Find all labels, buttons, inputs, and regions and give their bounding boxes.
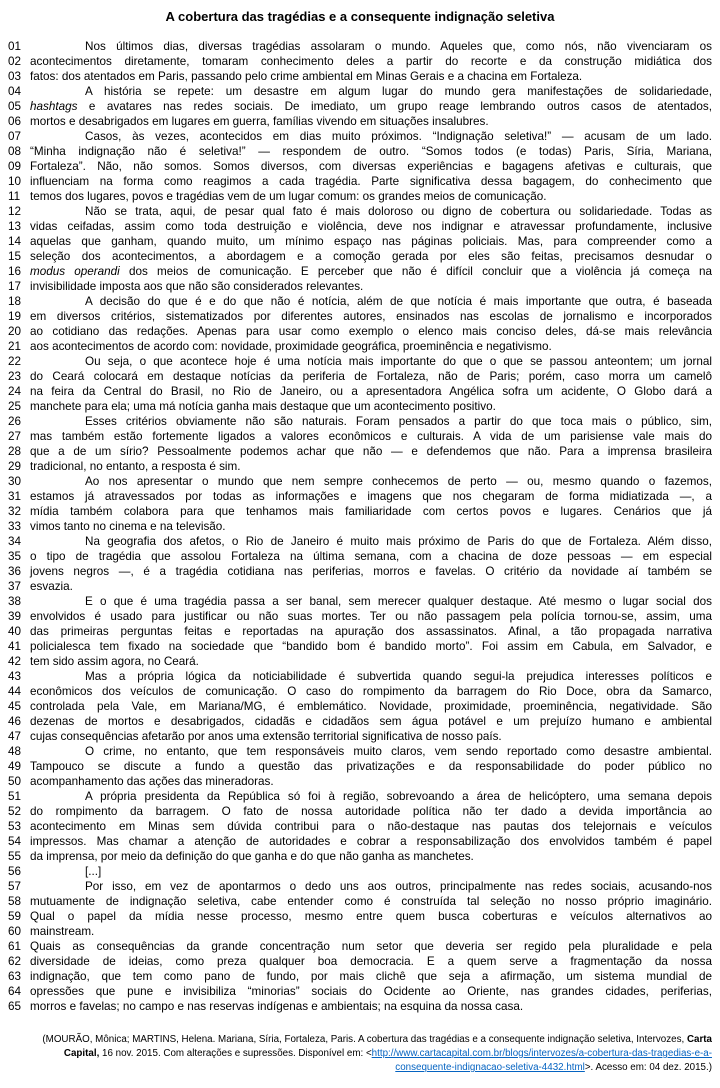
line-text bbox=[30, 879, 712, 894]
text-segment: Na geografia dos afetos, o Rio de Janeiro é muito mais próximo de Paris do que de Fortaleza. Além disso, bbox=[85, 535, 712, 548]
text-line bbox=[8, 564, 712, 579]
line-number: 14 bbox=[8, 235, 22, 248]
text-segment: acontecimento em Minas sem dúvida contribui para o não-destaque nas pautas dos telejornais e veículos bbox=[30, 820, 712, 833]
text-line bbox=[8, 864, 712, 879]
text-segment: aquelas que ganham, quando muito, um mínimo espaço nas páginas policiais. Mas, para compreender como a bbox=[30, 235, 712, 248]
text-line bbox=[8, 639, 712, 654]
line-text bbox=[30, 759, 712, 774]
line-number: 56 bbox=[8, 865, 22, 878]
text-segment: Casos, às vezes, acontecidos em dias muito próximos. “Indignação seletiva!” — acusam de um lado. bbox=[85, 130, 712, 143]
text-line bbox=[8, 489, 712, 504]
line-text bbox=[30, 624, 712, 639]
line-number: 05 bbox=[8, 100, 22, 113]
text-line bbox=[8, 879, 712, 894]
line-number: 17 bbox=[8, 280, 22, 293]
line-text bbox=[30, 909, 712, 924]
line-number: 20 bbox=[8, 325, 22, 338]
line-number: 54 bbox=[8, 835, 22, 848]
text-line bbox=[8, 84, 712, 99]
line-text bbox=[30, 564, 712, 579]
line-text bbox=[30, 354, 712, 369]
text-segment: A história se repete: um desastre em algum lugar do mundo gera manifestações de solidariedade, bbox=[85, 85, 712, 98]
text-segment: invisibilidade imposta aos que não são considerados relevantes. bbox=[30, 280, 364, 293]
text-segment: dezenas de mortos e desabrigados, cidadãs e cidadãos sem água potável e um prejuízo humano e ambiental bbox=[30, 715, 712, 728]
line-number: 16 bbox=[8, 265, 22, 278]
line-text bbox=[30, 594, 712, 609]
line-text bbox=[30, 459, 712, 474]
line-number: 38 bbox=[8, 595, 22, 608]
text-segment: Mas a própria lógica da noticiabilidade é subvertida quando segui-la prejudica interesses políticos e bbox=[85, 670, 712, 683]
text-segment: acontecimentos diretamente, tomaram conhecimento deles a partir do recorte e da construção midiática dos bbox=[30, 55, 712, 68]
text-segment: dos meios de comunicação. E perceber que não é difícil concluir que a violência já começa na bbox=[119, 265, 712, 278]
line-number: 50 bbox=[8, 775, 22, 788]
text-line bbox=[8, 459, 712, 474]
line-number: 27 bbox=[8, 430, 22, 443]
line-text bbox=[30, 894, 712, 909]
line-text bbox=[30, 339, 712, 354]
text-line bbox=[8, 954, 712, 969]
text-line bbox=[8, 294, 712, 309]
text-segment: Não se trata, aqui, de pesar qual fato é mais doloroso ou digno de cobertura ou solidariedade. Todas as bbox=[85, 205, 712, 218]
line-number: 48 bbox=[8, 745, 22, 758]
line-text bbox=[30, 249, 712, 264]
text-segment: E o que é uma tragédia passa a ser banal, sem merecer qualquer destaque. Até mesmo o lugar social dos bbox=[85, 595, 712, 608]
text-segment: diversidade de ideias, como preza qualquer boa democracia. E a quem serve a fragmentação da nossa bbox=[30, 955, 712, 968]
line-number: 31 bbox=[8, 490, 22, 503]
text-segment: e avatares nas redes sociais. De imediato, um grupo reage lembrando outros casos de atentados, bbox=[77, 100, 712, 113]
text-segment: Ou seja, o que acontece hoje é uma notícia mais importante do que o que se passou anteontem; um jornal bbox=[85, 355, 712, 368]
text-line bbox=[8, 849, 712, 864]
line-text bbox=[30, 744, 712, 759]
text-line bbox=[8, 789, 712, 804]
line-text bbox=[30, 399, 712, 414]
line-text bbox=[30, 39, 712, 54]
line-number: 26 bbox=[8, 415, 22, 428]
line-number: 55 bbox=[8, 850, 22, 863]
text-segment: da imprensa, por meio da definição do que ganha e do que não ganha as manchetes. bbox=[30, 850, 474, 863]
text-segment: opressões que pune e invisibiliza “minorias” sociais do Ocidente ao Oriente, nas grandes cidades, periferias, bbox=[30, 985, 712, 998]
text-line bbox=[8, 384, 712, 399]
text-segment: (MOURÃO, Mônica; MARTINS, Helena. Mariana, Síria, Fortaleza, Paris. A cobertura das tragédias e a consequente indignação seletiva, Intervozes, bbox=[42, 1034, 687, 1045]
line-text bbox=[30, 489, 712, 504]
line-text bbox=[30, 969, 712, 984]
line-number: 45 bbox=[8, 700, 22, 713]
text-segment: policialesca tem fixado na sociedade que “bandido bom é bandido morto”. Foi assim em Cabula, em Salvador, e bbox=[30, 640, 712, 653]
text-line bbox=[8, 234, 712, 249]
text-line bbox=[8, 699, 712, 714]
line-number: 07 bbox=[8, 130, 22, 143]
line-text bbox=[30, 324, 712, 339]
line-text bbox=[30, 444, 712, 459]
line-text bbox=[30, 714, 712, 729]
line-number: 59 bbox=[8, 910, 22, 923]
text-line bbox=[8, 729, 712, 744]
text-segment: vimos tanto no cinema e na televisão. bbox=[30, 520, 226, 533]
text-line bbox=[8, 759, 712, 774]
line-text bbox=[30, 864, 712, 879]
text-segment: morros e favelas; no campo e nas reservas indígenas e ambientais; na esquina da nossa casa. bbox=[30, 1000, 524, 1013]
text-line bbox=[8, 669, 712, 684]
line-number: 41 bbox=[8, 640, 22, 653]
text-line bbox=[8, 609, 712, 624]
text-segment: das primeiras perguntas feitas e reportadas na apuração dos assassinatos. Afinal, a tão propagada narrativa bbox=[30, 625, 712, 638]
text-segment: esvazia. bbox=[30, 580, 73, 593]
line-text bbox=[30, 804, 712, 819]
line-number: 25 bbox=[8, 400, 22, 413]
line-number: 28 bbox=[8, 445, 22, 458]
text-line bbox=[8, 39, 712, 54]
line-text bbox=[30, 579, 712, 594]
text-line bbox=[8, 264, 712, 279]
text-segment: mutuamente de indignação seletiva, cabe entender como é construída tal seleção no nosso próprio imaginário. bbox=[30, 895, 712, 908]
line-text bbox=[30, 474, 712, 489]
line-number: 64 bbox=[8, 985, 22, 998]
line-text bbox=[30, 99, 712, 114]
line-number: 58 bbox=[8, 895, 22, 908]
text-line bbox=[8, 474, 712, 489]
line-number: 39 bbox=[8, 610, 22, 623]
line-text bbox=[30, 129, 712, 144]
line-number: 37 bbox=[8, 580, 22, 593]
line-text bbox=[30, 684, 712, 699]
line-number: 04 bbox=[8, 85, 22, 98]
line-number: 10 bbox=[8, 175, 22, 188]
text-line bbox=[8, 369, 712, 384]
text-line bbox=[8, 924, 712, 939]
text-segment: mainstream. bbox=[30, 925, 95, 938]
line-text bbox=[30, 699, 712, 714]
line-text bbox=[30, 174, 712, 189]
line-number: 21 bbox=[8, 340, 22, 353]
text-line bbox=[8, 444, 712, 459]
text-segment: O crime, no entanto, que tem responsáveis muito claros, vem sendo reportado como desastre ambiental. bbox=[85, 745, 712, 758]
line-number: 65 bbox=[8, 1000, 22, 1013]
text-segment: em diversos critérios, sistematizados por diferentes autores, ensinados nas escolas de jornalismo e incorporados bbox=[30, 310, 712, 323]
line-number: 47 bbox=[8, 730, 22, 743]
text-line bbox=[8, 624, 712, 639]
text-line bbox=[8, 714, 712, 729]
line-text bbox=[30, 519, 712, 534]
text-segment: Esses critérios obviamente não são naturais. Foram pensados a partir do que toca mais o público, sim, bbox=[85, 415, 712, 428]
text-segment: econômicos dos veículos de comunicação. O caso do rompimento da barragem do Rio Doce, obra da Samarco, bbox=[30, 685, 712, 698]
line-text bbox=[30, 69, 712, 84]
line-text bbox=[30, 189, 712, 204]
text-line bbox=[8, 129, 712, 144]
line-number: 61 bbox=[8, 940, 22, 953]
line-text bbox=[30, 954, 712, 969]
text-line bbox=[8, 324, 712, 339]
text-segment: indignação, que tem como pano de fundo, por mais clichê que seja a afirmação, um sistema mundial de bbox=[30, 970, 712, 983]
line-number: 36 bbox=[8, 565, 22, 578]
text-segment: do Ceará colocará em destaque notícias da periferia de Fortaleza, não de Paris; porém, caso morra um camelô bbox=[30, 370, 712, 383]
text-segment: controlada pela Vale, em Mariana/MG, é emblemático. Novidade, proximidade, proeminência, negatividade. São bbox=[30, 700, 712, 713]
line-number: 13 bbox=[8, 220, 22, 233]
text-line bbox=[8, 969, 712, 984]
line-text bbox=[30, 144, 712, 159]
text-line bbox=[8, 249, 712, 264]
text-line bbox=[8, 504, 712, 519]
text-segment: ao cotidiano das redações. Apenas para usar como exemplo o elenco mais conciso deles, dá-se mais relevância bbox=[30, 325, 712, 338]
text-segment: temos dos lugares, povos e tragédias vem de um lugar comum: os grandes meios de comunicação. bbox=[30, 190, 547, 203]
text-line bbox=[8, 519, 712, 534]
text-segment: hashtags bbox=[30, 100, 78, 113]
line-text bbox=[30, 114, 712, 129]
line-text bbox=[30, 384, 712, 399]
line-number: 44 bbox=[8, 685, 22, 698]
line-text bbox=[30, 669, 712, 684]
line-number: 40 bbox=[8, 625, 22, 638]
text-line bbox=[8, 774, 712, 789]
line-text bbox=[30, 219, 712, 234]
text-segment: mídia também colabora para que tenhamos mais familiaridade com certos povos e lugares. Cenários que já bbox=[30, 505, 712, 518]
text-segment: Fortaleza”. Não, não somos. Somos diversos, com diversas experiências e bagagens afetivas e culturais, que bbox=[30, 160, 712, 173]
line-number: 42 bbox=[8, 655, 22, 668]
text-line bbox=[8, 54, 712, 69]
text-line bbox=[8, 159, 712, 174]
line-number: 43 bbox=[8, 670, 22, 683]
text-line bbox=[8, 594, 712, 609]
text-segment: que a de um sírio? Pessoalmente podemos achar que não — e defendemos que não. Para a imprensa brasileira bbox=[30, 445, 712, 458]
line-text bbox=[30, 984, 712, 999]
line-number: 62 bbox=[8, 955, 22, 968]
text-segment: do rompimento da barragem. O fato de nossa autoridade política não ter dado a devida importância ao bbox=[30, 805, 712, 818]
line-text bbox=[30, 789, 712, 804]
line-text bbox=[30, 639, 712, 654]
line-number: 23 bbox=[8, 370, 22, 383]
line-number: 34 bbox=[8, 535, 22, 548]
text-line bbox=[8, 549, 712, 564]
text-segment: aos acontecimentos de acordo com: novidade, proximidade geográfica, proeminência e negativismo. bbox=[30, 340, 552, 353]
text-segment: vidas ceifadas, assim como toda destruição e violência, deve nos indignar e atravessar profundamente, inclusive bbox=[30, 220, 712, 233]
line-text bbox=[30, 204, 712, 219]
line-text bbox=[30, 849, 712, 864]
line-number: 24 bbox=[8, 385, 22, 398]
text-line bbox=[8, 834, 712, 849]
text-segment: jovens negros —, é a tragédia cotidiana nas periferias, morros e favelas. O critério da novidade aí também se bbox=[30, 565, 712, 578]
text-line bbox=[8, 279, 712, 294]
line-text bbox=[30, 414, 712, 429]
line-number: 15 bbox=[8, 250, 22, 263]
line-number: 51 bbox=[8, 790, 22, 803]
text-segment: manchete para ela; uma má notícia ganha mais destaque que um acontecimento positivo. bbox=[30, 400, 496, 413]
line-number: 49 bbox=[8, 760, 22, 773]
line-text bbox=[30, 309, 712, 324]
text-line bbox=[8, 939, 712, 954]
text-segment: tradicional, no entanto, a resposta é sim. bbox=[30, 460, 241, 473]
line-number: 18 bbox=[8, 295, 22, 308]
line-text bbox=[30, 819, 712, 834]
line-text bbox=[30, 654, 712, 669]
text-segment: A decisão do que é e do que não é notícia, além de que notícia é mais importante que outra, é baseada bbox=[85, 295, 712, 308]
text-segment: >. Acesso em: 04 dez. 2015.) bbox=[584, 1062, 712, 1073]
line-text bbox=[30, 774, 712, 789]
text-line bbox=[8, 984, 712, 999]
line-number: 12 bbox=[8, 205, 22, 218]
line-number: 46 bbox=[8, 715, 22, 728]
text-segment: estamos já atravessados por todas as informações e imagens que nos chegaram de forma midiatizada —, a bbox=[30, 490, 712, 503]
line-text bbox=[30, 729, 712, 744]
text-segment: tem sido assim agora, no Ceará. bbox=[30, 655, 199, 668]
line-text bbox=[30, 294, 712, 309]
text-line bbox=[8, 414, 712, 429]
text-line bbox=[8, 894, 712, 909]
line-number: 35 bbox=[8, 550, 22, 563]
text-segment: Nos últimos dias, diversas tragédias assolaram o mundo. Aqueles que, como nós, não vivenciaram os bbox=[85, 40, 712, 53]
text-segment: modus operandi bbox=[30, 265, 120, 278]
text-line bbox=[8, 174, 712, 189]
line-text bbox=[30, 234, 712, 249]
text-segment: Quais as consequências da grande concentração num setor que deveria ser regido pela pluralidade e pela bbox=[30, 940, 712, 953]
text-line bbox=[8, 534, 712, 549]
line-number: 08 bbox=[8, 145, 22, 158]
text-line bbox=[8, 819, 712, 834]
text-segment: envolvidos é usado para justificar ou não suas mortes. Ter ou não passagem pela polícia tornou-se, assim, uma bbox=[30, 610, 712, 623]
text-segment: Qual o papel da mídia nesse processo, mesmo entre quem busca coberturas e veículos alternativos ao bbox=[30, 910, 712, 923]
text-segment: 16 nov. 2015. Com alterações e supressões. Disponível em: < bbox=[99, 1048, 372, 1059]
line-number: 30 bbox=[8, 475, 22, 488]
text-line bbox=[8, 999, 712, 1014]
line-number: 63 bbox=[8, 970, 22, 983]
line-number: 02 bbox=[8, 55, 22, 68]
text-segment: acompanhamento das ações das mineradoras. bbox=[30, 775, 274, 788]
line-text bbox=[30, 534, 712, 549]
line-text bbox=[30, 609, 712, 624]
citation-link[interactable]: http://www.cartacapital.com.br/blogs/intervozes/a-cobertura-das-tragedias-e-a-consequente-indignacao-seletiva-4432.html bbox=[371, 1048, 712, 1073]
text-line bbox=[8, 309, 712, 324]
text-segment: impressos. Mas chamar a atenção de autoridades e cobrar a responsabilização dos envolvidos também é papel bbox=[30, 835, 712, 848]
text-segment: na feira da Central do Brasil, no Rio de Janeiro, ou a apresentadora Angélica sofra um acidente, O Globo dará a bbox=[30, 385, 712, 398]
text-segment: A própria presidenta da República só foi à região, sobrevoando a área de helicóptero, uma semana depois bbox=[85, 790, 712, 803]
line-number: 52 bbox=[8, 805, 22, 818]
line-text bbox=[30, 429, 712, 444]
text-line bbox=[8, 114, 712, 129]
text-segment: Tampouco se discute a fundo a questão das privatizações e da responsabilidade do poder público no bbox=[30, 760, 712, 773]
line-text bbox=[30, 939, 712, 954]
text-line bbox=[8, 204, 712, 219]
line-number: 11 bbox=[8, 190, 21, 203]
text-segment: mortos e desabrigados em lugares em guerra, famílias vivendo em situações insalubres. bbox=[30, 115, 489, 128]
line-number: 53 bbox=[8, 820, 22, 833]
line-number: 57 bbox=[8, 880, 22, 893]
text-line bbox=[8, 219, 712, 234]
text-body bbox=[8, 39, 712, 1014]
text-line bbox=[8, 144, 712, 159]
text-line bbox=[8, 189, 712, 204]
line-number: 01 bbox=[8, 40, 22, 53]
line-number: 29 bbox=[8, 460, 22, 473]
text-line bbox=[8, 744, 712, 759]
citation bbox=[8, 1033, 712, 1075]
line-number: 19 bbox=[8, 310, 22, 323]
text-line bbox=[8, 69, 712, 84]
line-text bbox=[30, 84, 712, 99]
text-segment: Ao nos apresentar o mundo que nem sempre conhecemos de perto — ou, mesmo quando o fazemos, bbox=[85, 475, 712, 488]
line-text bbox=[30, 369, 712, 384]
line-text bbox=[30, 279, 712, 294]
line-number: 06 bbox=[8, 115, 22, 128]
text-line bbox=[8, 654, 712, 669]
text-segment: mas também estão fortemente ligados a valores econômicos e culturais. A vida de um parisiense vale mais do bbox=[30, 430, 712, 443]
line-text bbox=[30, 999, 712, 1014]
line-text bbox=[30, 159, 712, 174]
text-segment: cujas consequências afetarão por anos uma extensão territorial significativa de nosso país. bbox=[30, 730, 502, 743]
line-text bbox=[30, 54, 712, 69]
text-line bbox=[8, 354, 712, 369]
text-line bbox=[8, 399, 712, 414]
page-title: A cobertura das tragédias e a consequente indignação seletiva bbox=[165, 9, 555, 24]
text-line bbox=[8, 339, 712, 354]
line-number: 33 bbox=[8, 520, 22, 533]
line-text bbox=[30, 264, 712, 279]
text-segment: influenciam na forma como reagimos a cada tragédia. Parte significativa dessa bagagem, do conhecimento que bbox=[30, 175, 712, 188]
text-segment: o tipo de tragédia que assolou Fortaleza na última semana, com a chacina de doze pessoas — em especial bbox=[30, 550, 712, 563]
line-number: 60 bbox=[8, 925, 22, 938]
line-text bbox=[30, 549, 712, 564]
text-segment: seleção dos acontecimentos, a abordagem e a comoção gerada por eles são feitas, precisamos desnudar o bbox=[30, 250, 712, 263]
text-segment: fatos: dos atentados em Paris, passando pelo crime ambiental em Minas Gerais e a chacina em Fortaleza. bbox=[30, 70, 583, 83]
line-number: 32 bbox=[8, 505, 22, 518]
line-number: 09 bbox=[8, 160, 22, 173]
text-line bbox=[8, 579, 712, 594]
text-line bbox=[8, 429, 712, 444]
line-text bbox=[30, 504, 712, 519]
text-line bbox=[8, 804, 712, 819]
text-segment: Por isso, em vez de apontarmos o dedo uns aos outros, principalmente nas redes sociais, acusando-nos bbox=[85, 880, 712, 893]
text-line bbox=[8, 684, 712, 699]
text-segment: “Minha indignação não é seletiva!” — respondem de outro. “Somos todos (e todas) Paris, Síria, Mariana, bbox=[30, 145, 712, 158]
line-number: 03 bbox=[8, 70, 22, 83]
line-number: 22 bbox=[8, 355, 22, 368]
text-line bbox=[8, 99, 712, 114]
text-segment: [...] bbox=[85, 865, 102, 878]
line-text bbox=[30, 834, 712, 849]
text-segment: Carta Capital, bbox=[63, 1034, 712, 1059]
text-line bbox=[8, 909, 712, 924]
line-text bbox=[30, 924, 712, 939]
